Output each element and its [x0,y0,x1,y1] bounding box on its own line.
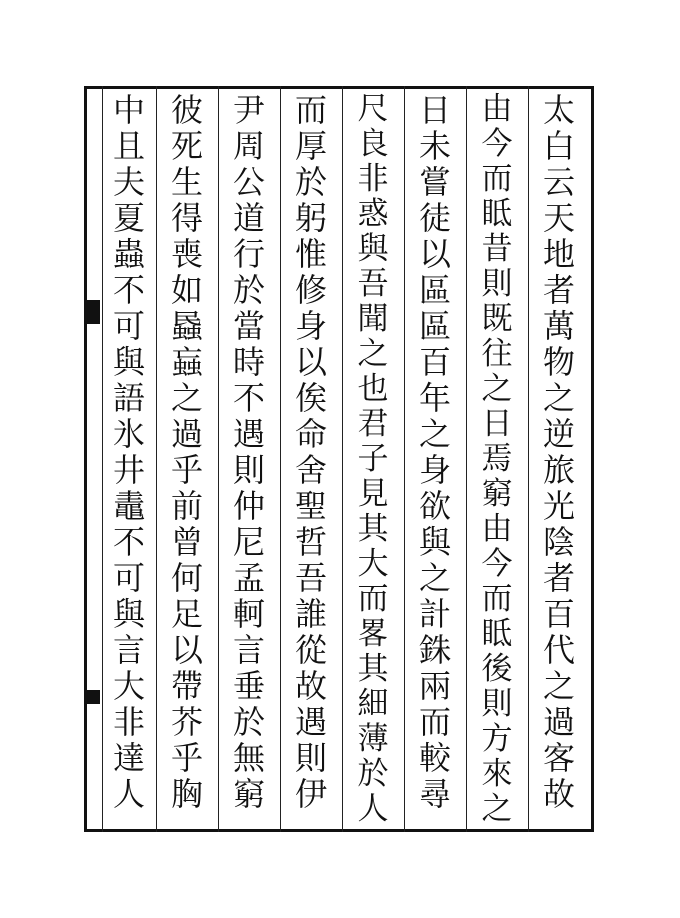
glyph: 過 [542,703,575,741]
text-column-7 [160,92,214,812]
glyph: 尋 [418,775,451,813]
glyph: 喪 [170,235,203,273]
glyph: 垂 [232,667,265,705]
glyph: 故 [542,775,575,813]
glyph: 何 [170,559,203,597]
column-rule [404,86,405,832]
glyph: 當 [232,307,265,345]
glyph: 窮 [481,476,513,512]
glyph: 言 [112,631,145,669]
glyph: 之 [418,415,451,453]
glyph: 則 [481,266,513,302]
glyph: 尼 [232,523,265,561]
glyph: 伊 [294,775,327,813]
glyph: 與 [112,595,145,633]
glyph: 如 [170,271,203,309]
glyph: 不 [232,379,265,417]
glyph: 周 [232,127,265,165]
glyph: 其 [357,651,389,687]
glyph: 以 [294,343,327,381]
glyph: 生 [170,163,203,201]
glyph: 可 [112,307,145,345]
glyph: 而 [481,161,513,197]
glyph: 則 [481,686,513,722]
text-column-3 [408,92,462,812]
glyph: 得 [170,199,203,237]
glyph: 公 [232,163,265,201]
margin-marker [84,300,100,324]
glyph: 見 [357,476,389,512]
glyph: 百 [418,343,451,381]
glyph: 乎 [170,451,203,489]
glyph: 尺 [357,91,389,127]
glyph: 徒 [418,199,451,237]
glyph: 於 [232,703,265,741]
glyph: 舍 [294,451,327,489]
glyph: 故 [294,667,327,705]
glyph: 非 [357,161,389,197]
glyph: 從 [294,631,327,669]
glyph: 非 [112,703,145,741]
glyph: 於 [294,163,327,201]
column-rule [218,86,219,832]
glyph: 尹 [232,91,265,129]
glyph: 修 [294,271,327,309]
glyph: 之 [481,371,513,407]
glyph: 而 [418,703,451,741]
glyph: 時 [232,343,265,381]
glyph: 人 [357,791,389,827]
glyph: 萬 [542,307,575,345]
glyph: 人 [112,775,145,813]
column-rule [342,86,343,832]
glyph: 聖 [294,487,327,525]
glyph: 大 [357,546,389,582]
glyph: 欲 [418,487,451,525]
glyph: 太 [542,91,575,129]
glyph: 彼 [170,91,203,129]
glyph: 於 [232,271,265,309]
glyph: 則 [232,451,265,489]
glyph: 俟 [294,379,327,417]
glyph: 無 [232,739,265,777]
glyph: 死 [170,127,203,165]
glyph: 氷 [112,415,145,453]
glyph: 哲 [294,523,327,561]
glyph: 夏 [112,199,145,237]
glyph: 蟲 [112,235,145,273]
glyph: 銖 [418,631,451,669]
glyph: 光 [542,487,575,525]
margin-marker [84,690,100,704]
glyph: 計 [418,595,451,633]
glyph: 兩 [418,667,451,705]
glyph: 夫 [112,163,145,201]
glyph: 區 [418,271,451,309]
glyph: 聞 [357,301,389,337]
glyph: 言 [232,631,265,669]
glyph: 吾 [294,559,327,597]
glyph: 今 [481,126,513,162]
glyph: 之 [542,667,575,705]
glyph: 胸 [170,775,203,813]
glyph: 蟁 [170,307,203,345]
glyph: 天 [542,199,575,237]
glyph: 薄 [357,721,389,757]
glyph: 帶 [170,667,203,705]
text-column-4 [346,92,400,827]
glyph: 方 [481,721,513,757]
glyph: 代 [542,631,575,669]
glyph: 不 [112,271,145,309]
glyph: 大 [112,667,145,705]
column-rule [156,86,157,832]
glyph: 以 [418,235,451,273]
glyph: 惟 [294,235,327,273]
glyph: 與 [112,343,145,381]
glyph: 遇 [232,415,265,453]
glyph: 之 [481,791,513,827]
glyph: 百 [542,595,575,633]
glyph: 者 [542,271,575,309]
glyph: 身 [418,451,451,489]
glyph: 今 [481,546,513,582]
glyph: 且 [112,127,145,165]
glyph: 芥 [170,703,203,741]
glyph: 良 [357,126,389,162]
glyph: 其 [357,511,389,547]
glyph: 日 [481,406,513,442]
glyph: 君 [357,406,389,442]
glyph: 孟 [232,559,265,597]
glyph: 達 [112,739,145,777]
glyph: 語 [112,379,145,417]
glyph: 由 [481,91,513,127]
glyph: 來 [481,756,513,792]
glyph: 畧 [357,616,389,652]
glyph: 逆 [542,415,575,453]
glyph: 較 [418,739,451,777]
glyph: 之 [418,559,451,597]
glyph: 吾 [357,266,389,302]
glyph: 而 [481,581,513,617]
glyph: 鼃 [112,487,145,525]
glyph: 足 [170,595,203,633]
glyph: 則 [294,739,327,777]
glyph: 者 [542,559,575,597]
glyph: 躬 [294,199,327,237]
glyph: 子 [357,441,389,477]
glyph: 命 [294,415,327,453]
glyph: 物 [542,343,575,381]
glyph: 而 [294,91,327,129]
glyph: 昔 [481,231,513,267]
glyph: 而 [357,581,389,617]
glyph: 可 [112,559,145,597]
glyph: 之 [170,379,203,417]
text-column-6 [222,92,276,812]
glyph: 未 [418,127,451,165]
glyph: 厚 [294,127,327,165]
glyph: 細 [357,686,389,722]
margin-strip [84,86,103,832]
glyph: 曾 [170,523,203,561]
glyph: 由 [481,511,513,547]
glyph: 誰 [294,595,327,633]
glyph: 往 [481,336,513,372]
glyph: 遇 [294,703,327,741]
glyph: 白 [542,127,575,165]
glyph: 後 [481,651,513,687]
glyph: 中 [112,91,145,129]
glyph: 前 [170,487,203,525]
glyph: 眡 [481,196,513,232]
glyph: 以 [170,631,203,669]
glyph: 窮 [232,775,265,813]
glyph: 與 [357,231,389,267]
glyph: 行 [232,235,265,273]
glyph: 地 [542,235,575,273]
glyph: 身 [294,307,327,345]
column-rule [280,86,281,832]
glyph: 之 [542,379,575,417]
glyph: 之 [357,336,389,372]
glyph: 蝱 [170,343,203,381]
glyph: 乎 [170,739,203,777]
glyph: 軻 [232,595,265,633]
glyph: 客 [542,739,575,777]
glyph: 日 [418,91,451,129]
glyph: 惑 [357,196,389,232]
glyph: 道 [232,199,265,237]
glyph: 既 [481,301,513,337]
text-column-1 [532,92,586,812]
glyph: 云 [542,163,575,201]
column-rule [466,86,467,832]
glyph: 區 [418,307,451,345]
column-rule [528,86,529,832]
glyph: 焉 [481,441,513,477]
glyph: 過 [170,415,203,453]
glyph: 旅 [542,451,575,489]
glyph: 於 [357,756,389,792]
text-column-8 [102,92,156,812]
glyph: 不 [112,523,145,561]
glyph: 陰 [542,523,575,561]
text-column-2 [470,92,524,827]
glyph: 嘗 [418,163,451,201]
glyph: 與 [418,523,451,561]
glyph: 井 [112,451,145,489]
text-column-5 [284,92,338,812]
glyph: 年 [418,379,451,417]
glyph: 眡 [481,616,513,652]
glyph: 也 [357,371,389,407]
glyph: 仲 [232,487,265,525]
